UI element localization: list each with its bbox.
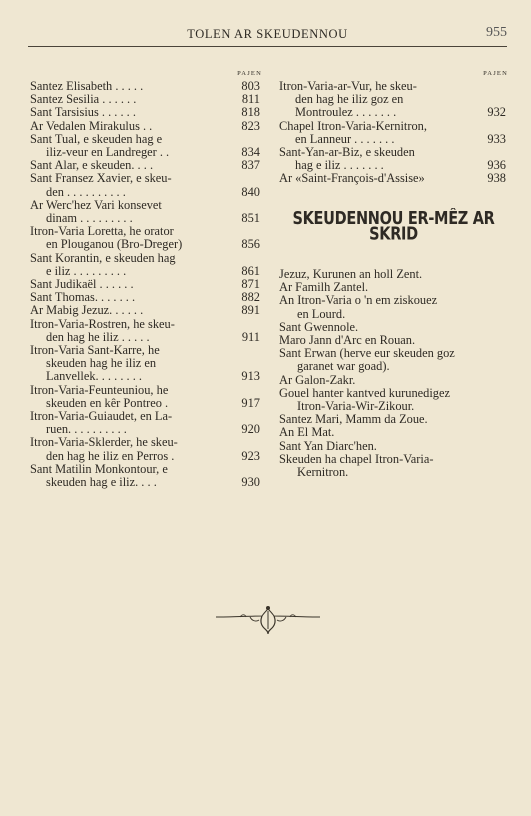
toc-entry	[30, 133, 262, 159]
entry-title-line: Sant Korantin, e skeuden hag	[30, 250, 176, 265]
plate-entry	[279, 426, 508, 439]
entry-title-line: Lanvellek. . . . . . . .	[46, 369, 143, 384]
plate-entry	[279, 387, 508, 413]
entry-page-number: 834	[241, 145, 260, 160]
entry-title-line: Ar Mabig Jezuz. . . . . .	[30, 303, 144, 318]
entry-page-number: 911	[241, 329, 260, 344]
plates-list	[279, 268, 508, 479]
plate-title-line: Itron-Varia-Wir-Zikour.	[297, 399, 415, 414]
entry-page-number: 917	[241, 395, 260, 410]
entry-page-number: 913	[241, 369, 260, 384]
plate-entry	[279, 453, 508, 479]
entry-title-line: dinam . . . . . . . . .	[46, 211, 133, 226]
toc-entry	[30, 318, 262, 344]
entry-title-line: den hag he iliz . . . . .	[46, 329, 150, 344]
toc-entry	[30, 199, 262, 225]
plate-title-line: Skeuden ha chapel Itron-Varia-	[279, 451, 434, 466]
header-title: TOLEN AR SKEUDENNOU	[187, 27, 348, 41]
entry-page-number: 882	[241, 290, 260, 305]
plate-title-line: Sant Yan Diarc'hen.	[279, 438, 377, 453]
entry-title-line: Itron-Varia-Rostren, he skeu-	[30, 316, 175, 331]
toc-entry	[30, 106, 262, 119]
entry-title-line: Sant Matilin Monkontour, e	[30, 461, 168, 476]
pages-label: PAJEN	[483, 70, 508, 77]
entry-page-number: 932	[487, 105, 506, 120]
entry-title-line: Itron-Varia-Sklerder, he skeu-	[30, 435, 178, 450]
entry-page-number: 923	[241, 448, 260, 463]
toc-entry	[30, 120, 262, 133]
entry-title-line: ruen. . . . . . . . . .	[46, 422, 127, 437]
plate-title-line: Ar Galon-Zakr.	[279, 372, 356, 387]
entry-title-line: den . . . . . . . . . .	[46, 184, 126, 199]
entry-title-line: Chapel Itron-Varia-Kernitron,	[279, 118, 427, 133]
entry-title-line: den hag he iliz en Perros .	[46, 448, 175, 463]
entry-title-line: den hag he iliz goz en	[295, 92, 404, 107]
entry-page-number: 933	[487, 131, 506, 146]
entry-page-number: 930	[241, 475, 260, 490]
pages-label: PAJEN	[237, 70, 262, 77]
entry-title-line: Ar «Saint-François-d'Assise»	[279, 171, 425, 186]
plate-entry	[279, 347, 508, 373]
entry-page-number: 871	[241, 277, 260, 292]
entry-title-line: Sant Judikaël . . . . . .	[30, 277, 134, 292]
entry-title-line: Sant Thomas. . . . . . .	[30, 290, 136, 305]
entry-title-line: skeuden en kêr Pontreo .	[46, 395, 169, 410]
page-number: 955	[486, 25, 507, 40]
toc-entry	[30, 252, 262, 278]
plate-title-line: Gouel hanter kantved kurunedigez	[279, 385, 450, 400]
entry-title-line: Sant Fransez Xavier, e skeu-	[30, 171, 172, 186]
toc-entry	[279, 172, 508, 185]
entry-page-number: 856	[241, 237, 260, 252]
entry-page-number: 938	[487, 171, 506, 186]
left-column	[30, 68, 262, 489]
plate-title-line: Kernitron.	[297, 465, 349, 480]
floral-tailpiece-icon	[212, 603, 324, 635]
entry-title-line: Montroulez . . . . . . .	[295, 105, 397, 120]
entry-page-number: 920	[241, 422, 260, 437]
entry-title-line: Sant Tual, e skeuden hag e	[30, 131, 163, 146]
entry-title-line: Itron-Varia-ar-Vur, he skeu-	[279, 79, 417, 93]
plate-title-line: Sant Erwan (herve eur skeuden goz	[279, 346, 455, 361]
toc-entry	[30, 436, 262, 462]
section-title: SKEUDENNOU ER-MÊZ AR SKRID	[292, 209, 495, 245]
entry-title-line: Itron-Varia Sant-Karre, he	[30, 343, 160, 358]
entry-page-number: 818	[241, 105, 260, 120]
entry-title-line: Sant-Yan-ar-Biz, e skeuden	[279, 145, 415, 160]
plate-title-line: Jezuz, Kurunen an holl Zent.	[279, 267, 423, 282]
right-entries-list	[279, 80, 508, 186]
entry-page-number: 811	[241, 92, 260, 107]
plate-title-line: An El Mat.	[279, 425, 335, 440]
toc-entry	[279, 120, 508, 146]
entry-title-line: Itron-Varia Loretta, he orator	[30, 224, 174, 239]
plate-entry	[279, 374, 508, 387]
left-entries-list	[30, 80, 262, 489]
right-column	[279, 68, 508, 479]
entry-title-line: en Lanneur . . . . . . .	[295, 131, 395, 146]
entry-title-line: skeuden hag he iliz en	[46, 356, 157, 371]
entry-page-number: 840	[241, 184, 260, 199]
entry-page-number: 936	[487, 158, 506, 173]
entry-page-number: 851	[241, 211, 260, 226]
entry-title-line: Ar Vedalen Mirakulus . .	[30, 118, 153, 133]
toc-entry	[30, 384, 262, 410]
plate-title-line: Ar Familh Zantel.	[279, 280, 369, 295]
toc-entry	[30, 410, 262, 436]
running-header	[28, 24, 507, 47]
entry-title-line: Ar Werc'hez Vari konsevet	[30, 197, 162, 212]
toc-entry	[279, 146, 508, 172]
plate-title-line: Santez Mari, Mamm da Zoue.	[279, 412, 428, 427]
entry-page-number: 891	[241, 303, 260, 318]
entry-title-line: hag e iliz . . . . . . .	[295, 158, 384, 173]
entry-title-line: e iliz . . . . . . . . .	[46, 263, 127, 278]
entry-page-number: 803	[241, 79, 260, 93]
entry-title-line: Santez Sesilia . . . . . .	[30, 92, 137, 107]
entry-page-number: 823	[241, 118, 260, 133]
entry-title-line: skeuden hag e iliz. . . .	[46, 475, 157, 490]
plate-title-line: garanet war goad).	[297, 359, 390, 374]
entry-title-line: en Plouganou (Bro-Dreger)	[46, 237, 183, 252]
toc-entry	[279, 80, 508, 120]
entry-page-number: 861	[241, 263, 260, 278]
plate-entry	[279, 294, 508, 320]
entry-title-line: Santez Elisabeth . . . . .	[30, 79, 144, 93]
plate-title-line: Maro Jann d'Arc en Rouan.	[279, 333, 416, 348]
plate-title-line: Sant Gwennole.	[279, 319, 359, 334]
toc-entry	[30, 172, 262, 198]
plate-entry	[279, 440, 508, 453]
toc-entry	[30, 463, 262, 489]
entry-title-line: Itron-Varia-Guiaudet, en La-	[30, 409, 173, 424]
plate-title-line: An Itron-Varia o 'n em ziskouez	[279, 293, 438, 308]
entry-title-line: Itron-Varia-Feunteuniou, he	[30, 382, 169, 397]
toc-entry	[30, 225, 262, 251]
entry-title-line: Sant Tarsisius . . . . . .	[30, 105, 136, 120]
entry-title-line: iliz-veur en Landreger . .	[46, 145, 170, 160]
entry-page-number: 837	[241, 158, 260, 173]
plate-title-line: en Lourd.	[297, 306, 346, 321]
toc-entry	[30, 304, 262, 317]
entry-title-line: Sant Alar, e skeuden. . . .	[30, 158, 154, 173]
toc-entry	[30, 344, 262, 384]
